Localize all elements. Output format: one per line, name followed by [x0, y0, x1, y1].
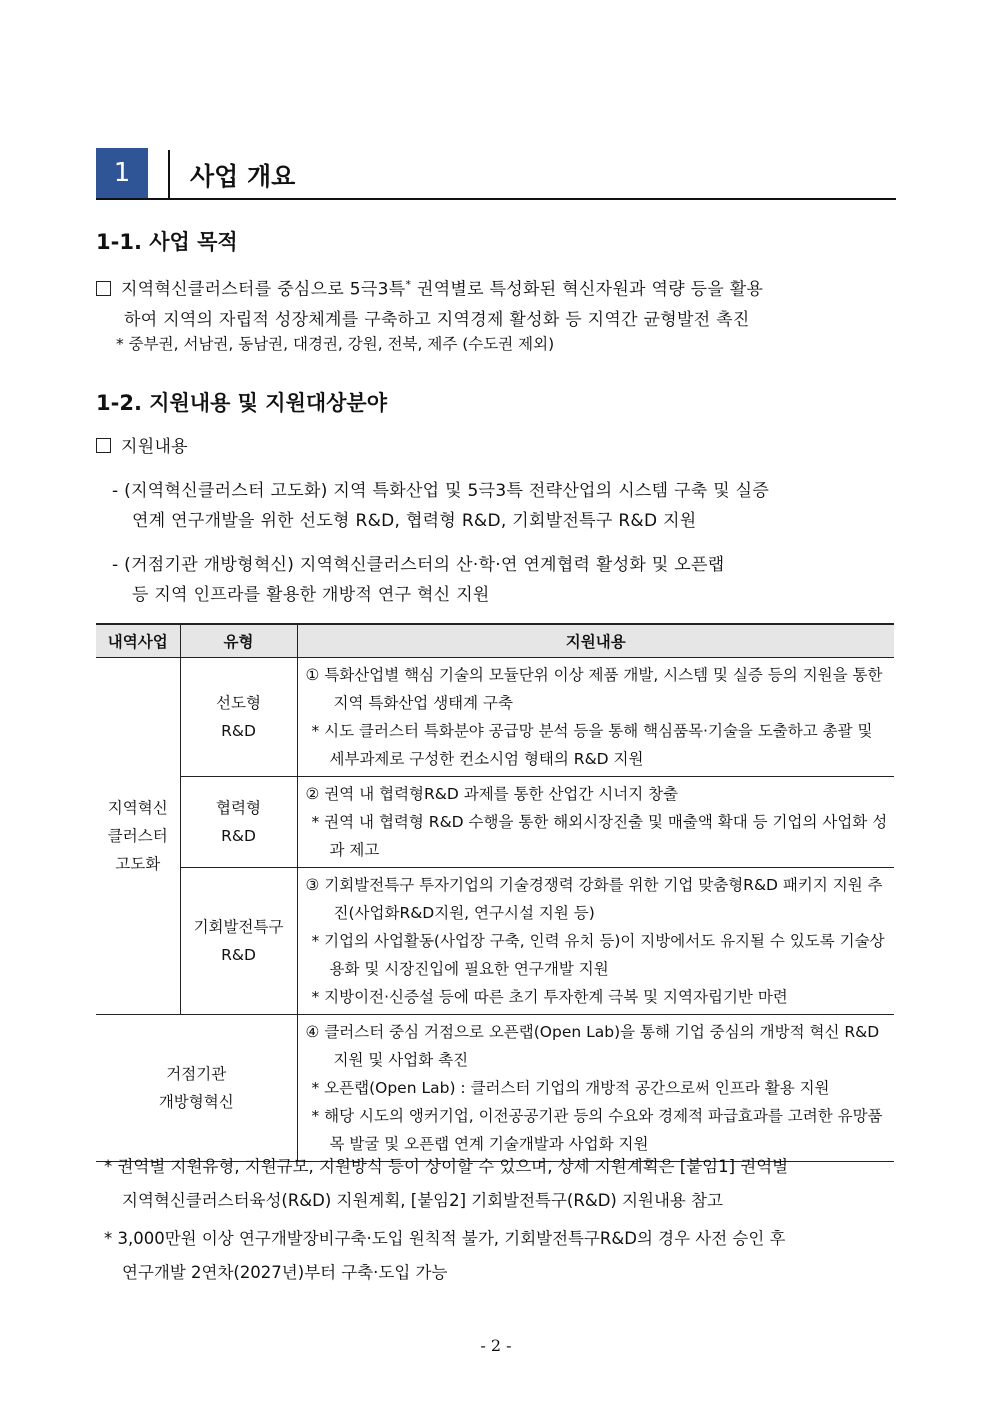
table-cell-content	[297, 868, 894, 1015]
support-table	[96, 623, 894, 1162]
section-divider	[168, 150, 170, 198]
table-row	[96, 777, 894, 868]
content-note: * 해당 시도의 앵커기업, 이전공공기관 등의 수요와 경제적 파급효과를 고려한 유망품목 발굴 및 오픈랩 연계 기술개발과 사업화 지원	[311, 1107, 883, 1153]
table-cell-content	[297, 777, 894, 868]
purpose-heading: 1-1. 사업 목적	[96, 230, 238, 254]
support-bullet-1: - (지역혁신클러스터 고도화) 지역 특화산업 및 5극3특 전략산업의 시스템 구축 및 실증 연계 연구개발을 위한 선도형 R&D, 협력형 R&D, 기회발전특구 R&D 지원	[112, 481, 770, 531]
section-title: 사업 개요	[190, 162, 296, 191]
footnote-1: * 권역별 지원유형, 지원규모, 지원방식 등이 상이할 수 있으며, 상세 지원계획은 [붙임1] 권역별 지역혁신클러스터육성(R&D) 지원계획, [붙임2] 기회발전특구(R&D) 지원내용 참고	[104, 1157, 789, 1210]
purpose-note: * 중부권, 서남권, 동남권, 대경권, 강원, 전북, 제주 (수도권 제외)	[116, 335, 555, 353]
content-note: * 권역 내 협력형 R&D 수행을 통한 해외시장진출 및 매출액 확대 등 기업의 사업화 성과 제고	[311, 813, 888, 859]
table-row	[96, 1015, 894, 1162]
content-note: * 시도 클러스터 특화분야 공급망 분석 등을 통해 핵심품목·기술을 도출하고 총괄 및 세부과제로 구성한 컨소시엄 형태의 R&D 지원	[311, 722, 873, 768]
purpose-line-1: 지역혁신클러스터를 중심으로 5극3특* 권역별로 특성화된 혁신자원과 역량 등을 활용	[96, 270, 896, 305]
table-header: 유형	[180, 624, 297, 658]
table-cell-content	[297, 658, 894, 777]
table-cell-content	[297, 1015, 894, 1162]
content-item: ④ 클러스터 중심 거점으로 오픈랩(Open Lab)을 통해 기업 중심의 개방적 혁신 R&D 지원 및 사업화 촉진	[305, 1023, 880, 1069]
support-bullet-2: - (거점기관 개방형혁신) 지역혁신클러스터의 산·학·연 연계협력 활성화 및 오픈랩 등 지역 인프라를 활용한 개방적 연구 혁신 지원	[112, 555, 725, 605]
table-cell-type: 기회발전특구 R&D	[180, 868, 297, 1015]
checkbox-icon	[96, 438, 111, 453]
content-note: * 지방이전·신증설 등에 따른 초기 투자한계 극복 및 지역자립기반 마련	[311, 988, 788, 1006]
page-number: - 2 -	[480, 1336, 512, 1355]
section-rule	[96, 198, 896, 200]
table-row	[96, 868, 894, 1015]
table-header: 지원내용	[297, 624, 894, 658]
purpose-line-2: 하여 지역의 자립적 성장체계를 구축하고 지역경제 활성화 등 지역간 균형발전 촉진	[124, 309, 750, 330]
content-item: ① 특화산업별 핵심 기술의 모듈단위 이상 제품 개발, 시스템 및 실증 등의 지원을 통한 지역 특화산업 생태계 구축	[305, 666, 883, 712]
section-number: 1	[113, 158, 131, 188]
table-header: 내역사업	[96, 624, 180, 658]
table-cell-type: 협력형 R&D	[180, 777, 297, 868]
content-item: ② 권역 내 협력형R&D 과제를 통한 산업간 시너지 창출	[305, 785, 679, 803]
content-note: * 오픈랩(Open Lab) : 클러스터 기업의 개방적 공간으로써 인프라 활용 지원	[311, 1079, 830, 1097]
footnote-2: * 3,000만원 이상 연구개발장비구축·도입 원칙적 불가, 기회발전특구R&D의 경우 사전 승인 후 연구개발 2연차(2027년)부터 구축·도입 가능	[104, 1229, 786, 1282]
checkbox-icon	[96, 281, 111, 296]
table-cell-group: 지역혁신 클러스터 고도화	[96, 658, 180, 1015]
purpose-paragraph	[96, 270, 896, 335]
table-cell-group: 거점기관 개방형혁신	[96, 1015, 297, 1162]
content-item: ③ 기회발전특구 투자기업의 기술경쟁력 강화를 위한 기업 맞춤형R&D 패키지 지원 추진(사업화R&D지원, 연구시설 지원 등)	[305, 876, 883, 922]
content-note: * 기업의 사업활동(사업장 구축, 인력 유치 등)이 지방에서도 유지될 수 있도록 기술상용화 및 시장진입에 필요한 연구개발 지원	[311, 932, 885, 978]
table-cell-type: 선도형 R&D	[180, 658, 297, 777]
support-subheading: 지원내용	[96, 432, 188, 462]
table-header-row	[96, 624, 894, 658]
superscript-mark: *	[405, 278, 412, 291]
support-heading: 1-2. 지원내용 및 지원대상분야	[96, 391, 387, 415]
section-number-box	[96, 148, 148, 198]
table-row	[96, 658, 894, 777]
